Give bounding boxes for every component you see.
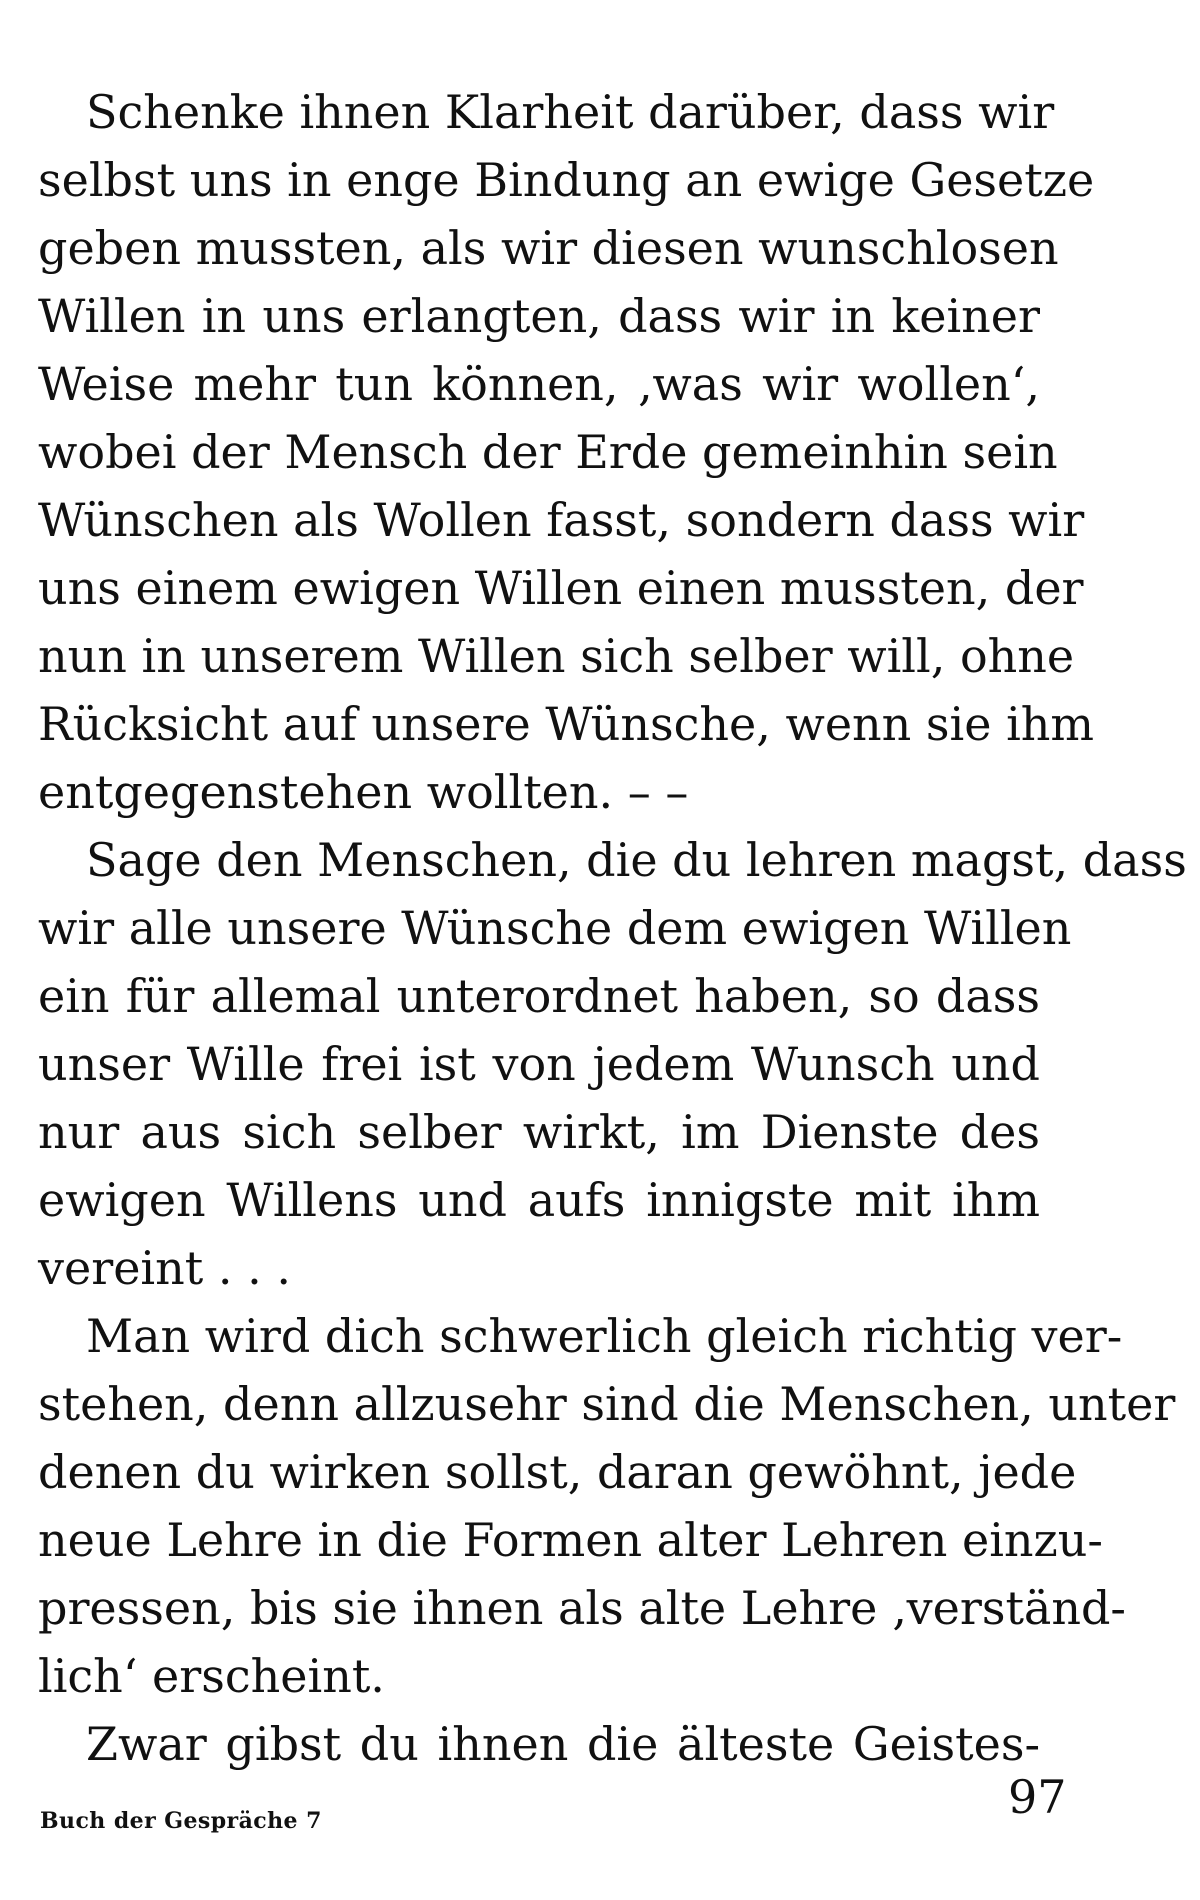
text-line: nun in unserem Willen sich selber will, ohne — [38, 629, 1075, 683]
text-line: Rücksicht auf unsere Wünsche, wenn sie ihm — [38, 697, 1095, 751]
text-line: neue Lehre in die Formen alter Lehren einzu- — [38, 1513, 1103, 1567]
page-body — [38, 78, 1187, 1778]
text-line: wir alle unsere Wünsche dem ewigen Willen — [38, 901, 1072, 955]
text-line: ewigen Willens und aufs innigste mit ihm — [38, 1173, 1040, 1227]
printer-signature: Buch der Gespräche 7 — [40, 1808, 322, 1834]
text-line: uns einem ewigen Willen einen mussten, der — [38, 561, 1084, 615]
text-line: ein für allemal unterordnet haben, so dass — [38, 969, 1040, 1023]
text-line: vereint . . . — [38, 1241, 291, 1295]
text-line: Wünschen als Wollen fasst, sondern dass wir — [38, 493, 1085, 547]
page-number: 97 — [1008, 1770, 1067, 1824]
text-line: lich‘ erscheint. — [38, 1649, 385, 1703]
text-line: Man wird dich schwerlich gleich richtig ver- — [86, 1309, 1123, 1363]
text-line: selbst uns in enge Bindung an ewige Gesetze — [38, 153, 1095, 207]
text-line: Zwar gibst du ihnen die älteste Geistes- — [86, 1717, 1040, 1771]
text-line: nur aus sich selber wirkt, im Dienste des — [38, 1105, 1040, 1159]
text-line: Schenke ihnen Klarheit darüber, dass wir — [86, 85, 1055, 139]
text-line: unser Wille frei ist von jedem Wunsch und — [38, 1037, 1040, 1091]
text-line: Weise mehr tun können, ‚was wir wollen‘, — [38, 357, 1040, 411]
text-line: pressen, bis sie ihnen als alte Lehre ‚verständ- — [38, 1581, 1126, 1635]
text-line: geben mussten, als wir diesen wunschlosen — [38, 221, 1059, 275]
text-line: Sage den Menschen, die du lehren magst, dass — [86, 833, 1187, 887]
text-line: wobei der Mensch der Erde gemeinhin sein — [38, 425, 1058, 479]
text-line: denen du wirken sollst, daran gewöhnt, jede — [38, 1445, 1077, 1499]
text-line: Willen in uns erlangten, dass wir in keiner — [38, 289, 1040, 343]
text-line: stehen, denn allzusehr sind die Menschen, unter — [38, 1377, 1176, 1431]
text-line: entgegenstehen wollten. – – — [38, 765, 689, 819]
